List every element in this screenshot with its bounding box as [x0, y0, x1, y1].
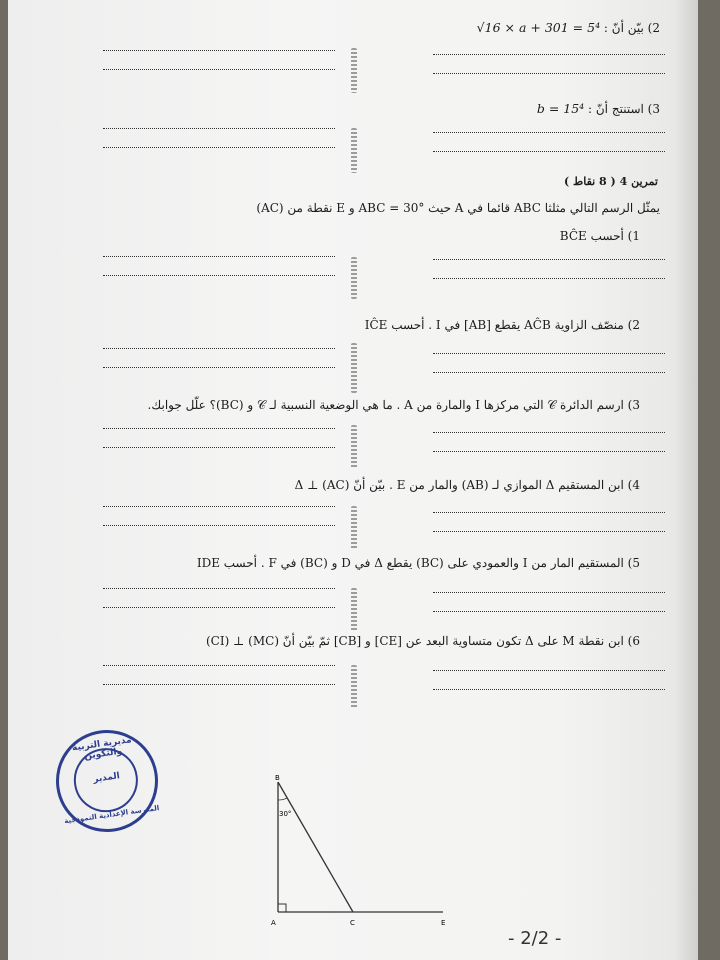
answer-lines-right	[433, 353, 665, 391]
question-number: 5)	[627, 556, 640, 570]
question-2	[477, 20, 660, 35]
question-4	[295, 478, 640, 492]
question-number: 3)	[627, 398, 640, 412]
exercise-header	[564, 175, 658, 188]
answer-lines-right	[433, 432, 665, 470]
question-number: 3)	[647, 102, 660, 116]
answer-lines-left	[103, 428, 335, 466]
exercise-title: تمرين 4	[619, 175, 658, 188]
answer-lines-right	[433, 592, 665, 630]
answer-lines-left	[103, 256, 335, 294]
answer-lines-left	[103, 588, 335, 626]
question-text: استنتج أنّ :	[588, 102, 644, 116]
column-divider	[351, 425, 357, 469]
stamp-bottom-text: المدرسة الإعدادية النموذجية	[63, 804, 160, 826]
column-divider	[351, 128, 357, 173]
label-c: C	[350, 919, 355, 927]
question-text: المستقيم المار من I والعمودي على (BC) يقطع Δ في D و (BC) في F . أحسب IDE	[196, 556, 624, 570]
column-divider	[351, 506, 357, 550]
exam-sheet	[8, 0, 698, 960]
exercise-points: ( 8 نقاط )	[564, 175, 616, 188]
label-e: E	[441, 919, 446, 927]
column-divider	[351, 588, 357, 632]
question-2b	[365, 318, 640, 332]
question-text: ابن نقطة M على Δ تكون متساوية البعد عن [CE] و [CB] ثمّ بيّن أنّ (MC) ⊥ (CI)	[205, 634, 624, 648]
question-formula: √16 × a + 301 = 5⁴	[476, 20, 601, 35]
column-divider	[351, 257, 357, 299]
column-divider	[351, 48, 357, 93]
stamp-top-text: مديرية التربية والتكوين	[71, 735, 133, 762]
right-angle-mark	[278, 904, 286, 912]
question-number: 1)	[627, 229, 640, 243]
exercise-intro: يمثّل الرسم التالي مثلثا ABC قائما في A حيث ABC = 30° و E نقطة من (AC)	[256, 201, 660, 215]
answer-lines-right	[433, 259, 665, 297]
answer-lines-right	[433, 670, 665, 708]
answer-lines-right	[433, 54, 665, 92]
question-text: أحسب BĈE	[559, 229, 624, 243]
label-a: A	[271, 919, 276, 927]
question-text: ارسم الدائرة 𝒞 التي مركزها I والمارة من A . ما هي الوضعية النسبية لـ 𝒞 و (BC)؟ علّل جوابك.	[147, 398, 624, 412]
official-stamp	[49, 723, 164, 838]
answer-lines-left	[103, 665, 335, 703]
angle-arc	[278, 798, 287, 800]
segment-bc	[278, 782, 353, 912]
question-formula: b = 15⁴	[536, 101, 585, 116]
question-number: 4)	[627, 478, 640, 492]
page-shadow	[674, 0, 698, 960]
column-divider	[351, 343, 357, 393]
question-number: 2)	[627, 318, 640, 332]
question-text: منصّف الزاوية AĈB يقطع [AB] في I . أحسب IĈE	[364, 318, 624, 332]
angle-label: 30°	[279, 810, 292, 818]
answer-lines-left	[103, 506, 335, 544]
answer-lines-right	[433, 132, 665, 170]
question-text: بيّن أنّ :	[603, 21, 644, 35]
question-6	[206, 634, 640, 648]
answer-lines-left	[103, 348, 335, 386]
triangle-figure	[263, 770, 463, 930]
column-divider	[351, 665, 357, 709]
answer-lines-left	[103, 50, 335, 88]
stamp-center-text: المدير	[92, 771, 121, 785]
answer-lines-left	[103, 128, 335, 166]
question-number: 6)	[627, 634, 640, 648]
question-text: ابن المستقيم Δ الموازي لـ (AB) والمار من E . بيّن أنّ (AC) ⊥ Δ	[294, 478, 624, 492]
question-5	[197, 556, 640, 570]
question-1	[560, 229, 640, 243]
question-3	[537, 101, 660, 116]
label-b: B	[275, 774, 280, 782]
question-number: 2)	[647, 21, 660, 35]
question-3b	[148, 398, 640, 413]
answer-lines-right	[433, 512, 665, 550]
page-number: - 2/2 -	[508, 928, 562, 949]
